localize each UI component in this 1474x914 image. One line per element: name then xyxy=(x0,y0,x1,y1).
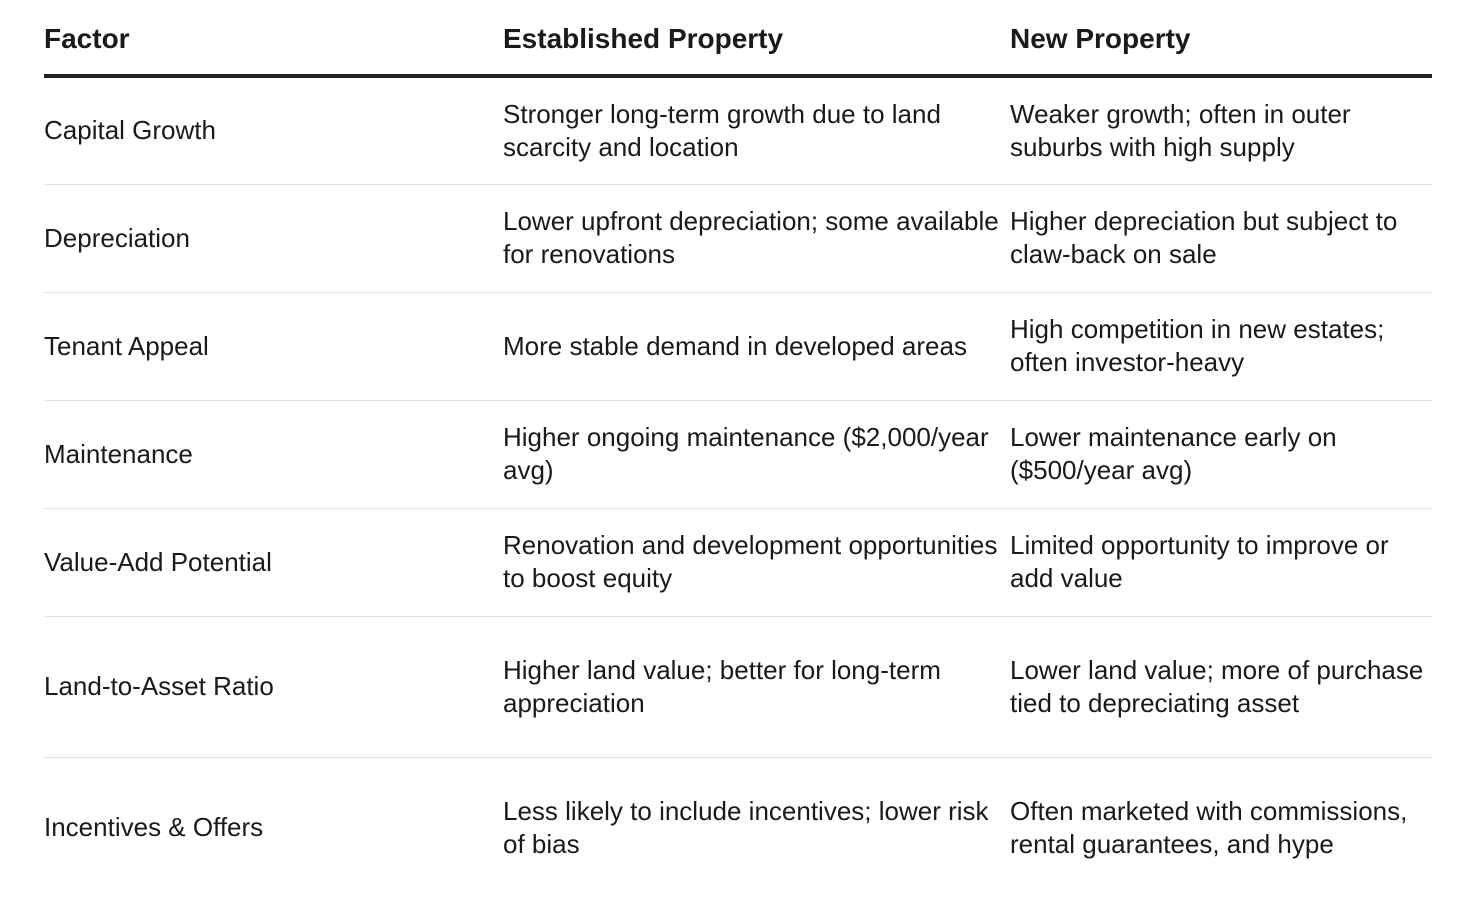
established-cell: Higher ongoing maintenance ($2,000/year avg) xyxy=(503,400,1010,508)
table-row xyxy=(44,292,1432,400)
header-established-property: Established Property xyxy=(503,0,1010,76)
established-cell: Lower upfront depreciation; some available for renovations xyxy=(503,184,1010,292)
header-factor: Factor xyxy=(44,0,503,76)
factor-cell: Value-Add Potential xyxy=(44,508,503,616)
table-row xyxy=(44,757,1432,898)
factor-cell: Maintenance xyxy=(44,400,503,508)
established-cell: More stable demand in developed areas xyxy=(503,292,1010,400)
table-row xyxy=(44,184,1432,292)
table-header xyxy=(44,0,1432,76)
new-cell: Weaker growth; often in outer suburbs with high supply xyxy=(1010,76,1432,184)
factor-cell: Tenant Appeal xyxy=(44,292,503,400)
factor-cell: Depreciation xyxy=(44,184,503,292)
factor-cell: Land-to-Asset Ratio xyxy=(44,616,503,757)
new-cell: Often marketed with commissions, rental guarantees, and hype xyxy=(1010,795,1408,859)
established-cell: Less likely to include incentives; lower risk of bias xyxy=(503,795,989,859)
new-cell: Lower land value; more of purchase tied to depreciating asset xyxy=(1010,616,1432,757)
factor-cell: Capital Growth xyxy=(44,76,503,184)
table-row xyxy=(44,508,1432,616)
header-new-property: New Property xyxy=(1010,0,1432,76)
established-cell: Higher land value; better for long-term appreciation xyxy=(503,616,1010,757)
table-body xyxy=(44,76,1432,898)
header-row xyxy=(44,0,1432,76)
table-row xyxy=(44,76,1432,184)
table-row xyxy=(44,400,1432,508)
comparison-table-container xyxy=(44,0,1432,898)
factor-cell: Incentives & Offers xyxy=(44,812,264,843)
new-cell: High competition in new estates; often investor-heavy xyxy=(1010,292,1432,400)
established-cell: Stronger long-term growth due to land scarcity and location xyxy=(503,76,1010,184)
new-cell: Higher depreciation but subject to claw-back on sale xyxy=(1010,184,1432,292)
new-cell: Lower maintenance early on ($500/year avg) xyxy=(1010,400,1432,508)
comparison-table xyxy=(44,0,1432,898)
table-row xyxy=(44,616,1432,757)
new-cell: Limited opportunity to improve or add value xyxy=(1010,508,1432,616)
established-cell: Renovation and development opportunities to boost equity xyxy=(503,508,1010,616)
